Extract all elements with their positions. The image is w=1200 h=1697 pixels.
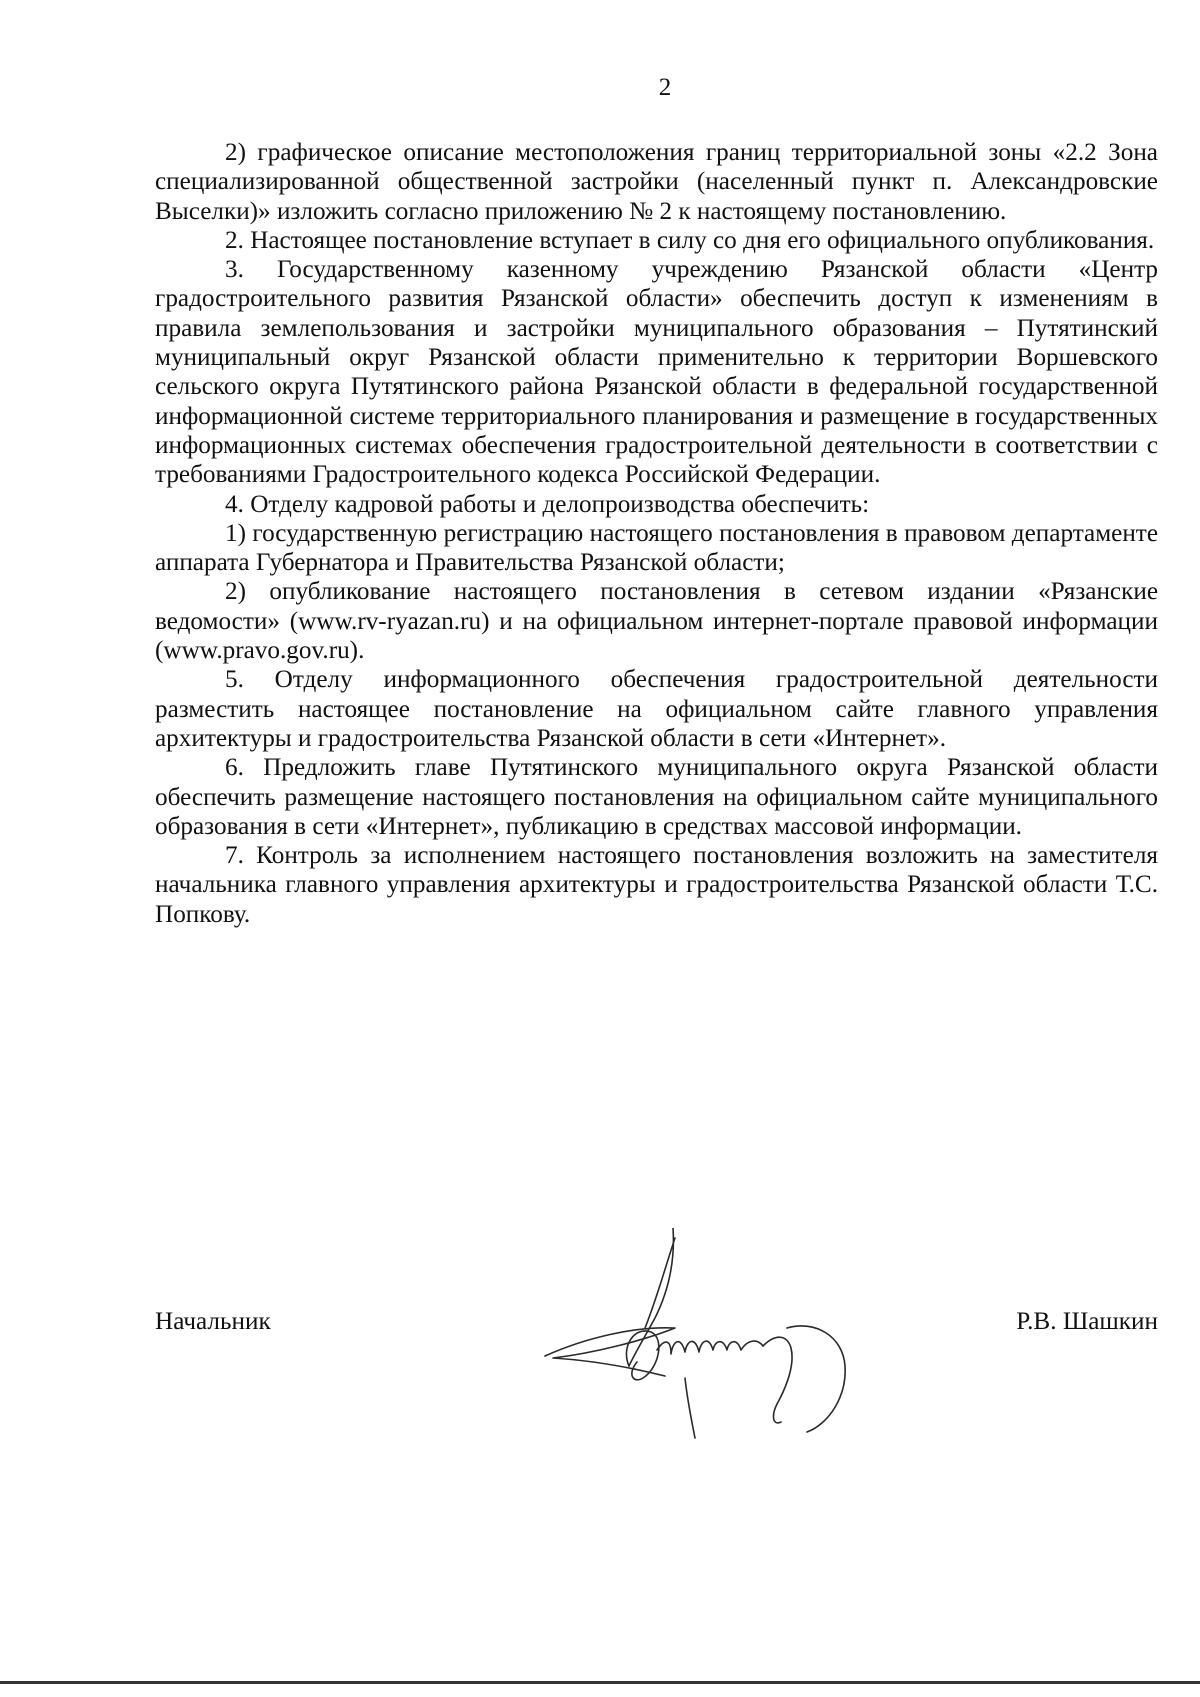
paragraph-graphic-description: 2) графическое описание местоположения границ территориальной зоны «2.2 Зона специализированной общественной застройки (населенный пункт п. Александровские Выселки)» изложить согласно приложению № 2 к настоящему постановлению. <box>155 139 1158 225</box>
paragraph-municipal-posting: 6. Предложить главе Путятинского муниципального округа Рязанской области обеспечить размещение настоящего постановления на официальном сайте муниципального образования в сети «Интернет», публикацию в средствах массовой информации. <box>155 754 1158 840</box>
paragraph-website-posting: 5. Отделу информационного обеспечения градостроительной деятельности разместить настоящее постановление на официальном сайте главного управления архитектуры и градостроительства Рязанской области в сети «Интернет». <box>155 666 1158 752</box>
signature-block <box>155 1308 1158 1448</box>
signer-name: Р.В. Шашкин <box>1016 1308 1158 1335</box>
scan-bottom-edge <box>0 1681 1200 1684</box>
document-body <box>155 138 1158 929</box>
paragraph-control: 7. Контроль за исполнением настоящего постановления возложить на заместителя начальника главного управления архитектуры и градостроительства Рязанской области Т.С. Попкову. <box>155 842 1158 928</box>
paragraph-effective-date: 2. Настоящее постановление вступает в силу со дня его официального опубликования. <box>225 226 1155 254</box>
signer-position: Начальник <box>155 1308 271 1335</box>
paragraph-hr-department: 4. Отделу кадровой работы и делопроизводства обеспечить: <box>225 490 870 518</box>
paragraph-access-provision: 3. Государственному казенному учреждению Рязанской области «Центр градостроительного развития Рязанской области» обеспечить доступ к изменениям в правила землепользования и застройки муниципального образования – Путятинский муниципальный округ Рязанской области применительно к территории Воршевского сельского округа Путятинского района Рязанской области в федеральной государственной информационной системе территориального планирования и размещение в государственных информационных системах обеспечения градостроительной деятельности в соответствии с требованиями Градостроительного кодекса Российской Федерации. <box>155 256 1158 489</box>
page-number: 2 <box>658 74 672 101</box>
handwritten-signature <box>525 1228 925 1443</box>
paragraph-publication: 2) опубликование настоящего постановления в сетевом издании «Рязанские ведомости» (www.rv-ryazan.ru) и на официальном интернет-портале правовой информации (www.pravo.gov.ru). <box>155 578 1158 665</box>
paragraph-registration: 1) государственную регистрацию настоящего постановления в правовом департаменте аппарата Губернатора и Правительства Рязанской области; <box>155 519 1158 577</box>
